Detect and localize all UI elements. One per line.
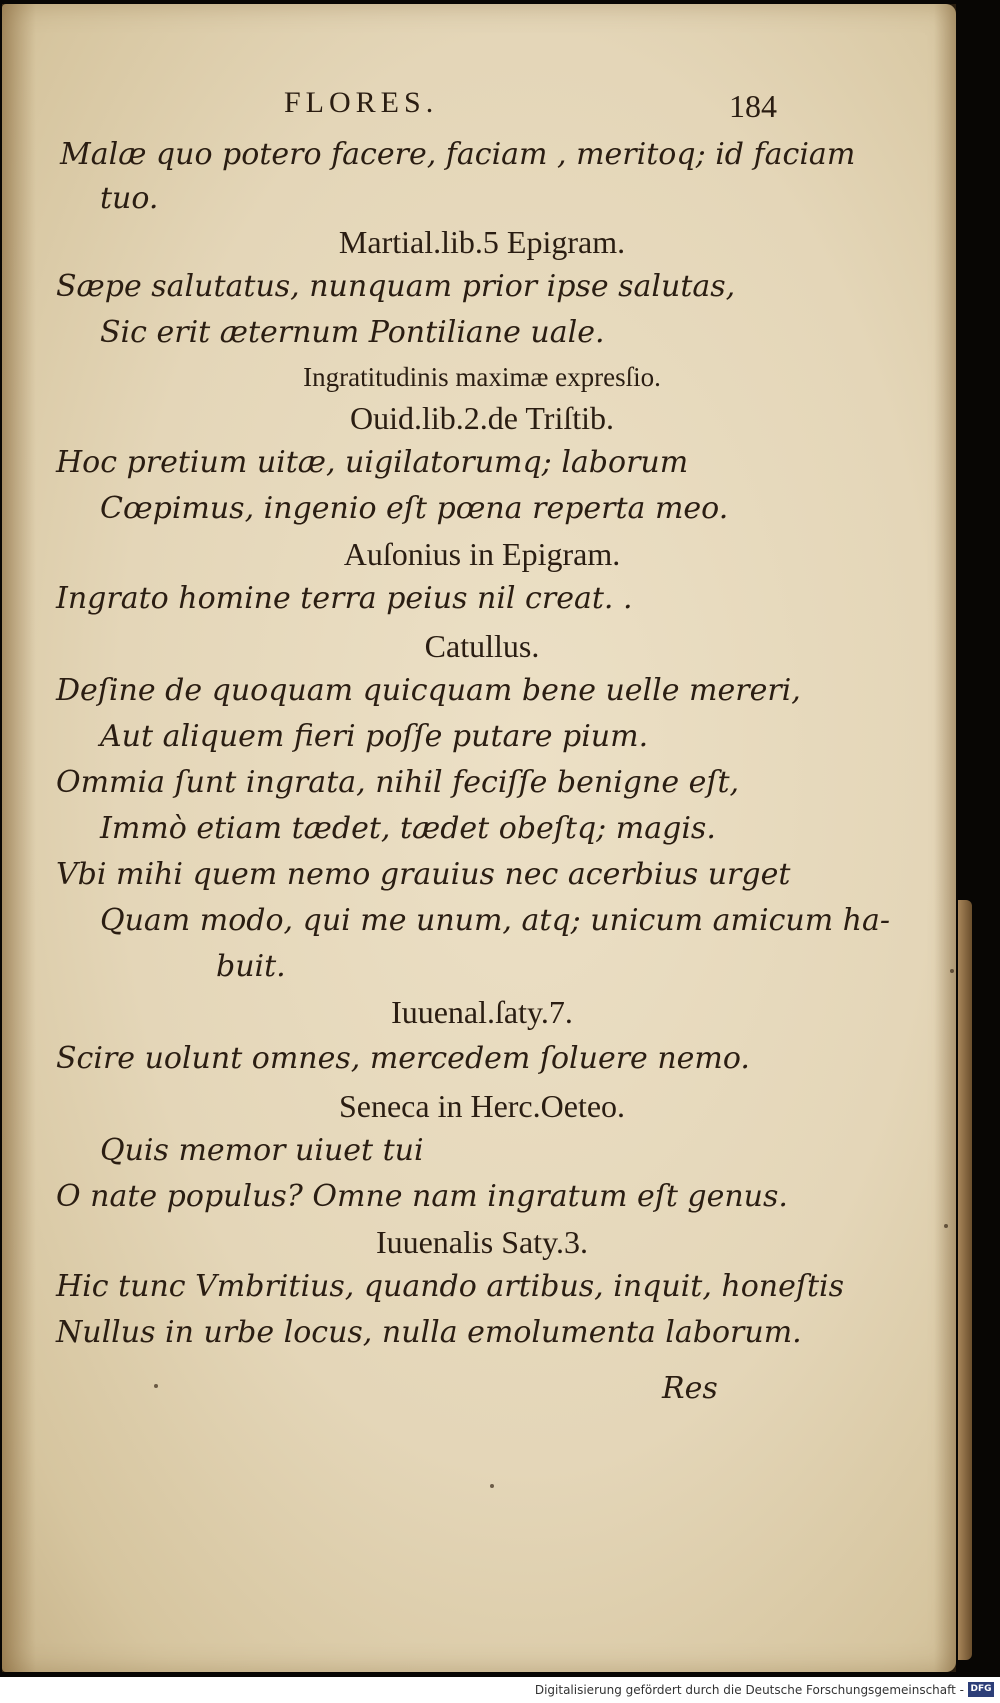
paper-speck [944, 1224, 948, 1228]
section-heading-ingratitudinis: Ingratitudinis maximæ expresſio. [303, 362, 661, 392]
text-line-17: Vbi mihi quem nemo grauius nec acerbius urget [56, 857, 791, 892]
page-edge-shadow [934, 4, 956, 1672]
text-line-11: Ingrato homine terra peius nil creat. . [56, 581, 633, 616]
source-heading-juvenal-3: Iuuenalis Saty.3. [375, 1224, 589, 1260]
digitization-footer [0, 1677, 1000, 1703]
text-line-9: Cœpimus, ingenio eſt pœna reperta meo. [100, 491, 729, 526]
funding-credit: Digitalisierung gefördert durch die Deutsche Forschungsgemeinschaft - [534, 1683, 964, 1697]
text-line-8: Hoc pretium uitæ, uigilatorumq; laborum [56, 445, 689, 480]
text-line-13: Deſine de quoquam quicquam bene uelle mereri, [56, 673, 801, 708]
text-line-21: Scire uolunt omnes, mercedem ſoluere nemo. [56, 1041, 750, 1076]
text-line-26: Hic tunc Vmbritius, quando artibus, inquit, honeſtis [56, 1269, 844, 1304]
paper-speck [490, 1484, 494, 1488]
text-line-2: tuo. [100, 181, 159, 216]
source-heading-seneca: Seneca in Herc.Oeteo. [338, 1088, 626, 1124]
dfg-logo: DFG [968, 1682, 994, 1697]
text-line-23: Quis memor uiuet tui [100, 1133, 424, 1168]
source-heading-juvenal-7: Iuuenal.ſaty.7. [391, 994, 573, 1030]
paper-speck [154, 1384, 158, 1388]
text-line-27: Nullus in urbe locus, nulla emolumenta laborum. [56, 1315, 802, 1350]
source-heading-ausonius: Auſonius in Epigram. [343, 536, 621, 572]
source-heading-catullus: Catullus. [424, 628, 540, 664]
text-line-18: Quam modo, qui me unum, atq; unicum amicum ha- [100, 903, 891, 938]
paper-speck [950, 969, 954, 973]
text-line-19: buit. [216, 949, 286, 984]
text-line-5: Sic erit æternum Pontiliane uale. [100, 315, 605, 350]
text-line-24: O nate populus? Omne nam ingratum eſt genus. [56, 1179, 788, 1214]
source-heading-martial: Martial.lib.5 Epigram. [338, 224, 626, 260]
catchword: Res [662, 1371, 718, 1406]
text-line-1: Malæ quo potero facere, faciam , meritoq; id faciam [60, 137, 856, 172]
text-line-16: Immò etiam tædet, tædet obeſtq; magis. [100, 811, 716, 846]
text-line-4: Sæpe salutatus, nunquam prior ipse salutas, [56, 269, 736, 304]
running-title: FLORES. [284, 86, 439, 119]
text-line-14: Aut aliquem fieri poſſe putare pium. [100, 719, 649, 754]
page-gutter-shadow [2, 4, 36, 1672]
page-number: 184 [729, 88, 777, 124]
source-heading-ovid: Ouid.lib.2.de Triſtib. [349, 400, 615, 436]
page-edge [958, 900, 972, 1660]
book-page [2, 4, 956, 1672]
text-line-15: Ommia ſunt ingrata, nihil feciſſe benigne eſt, [56, 765, 740, 800]
